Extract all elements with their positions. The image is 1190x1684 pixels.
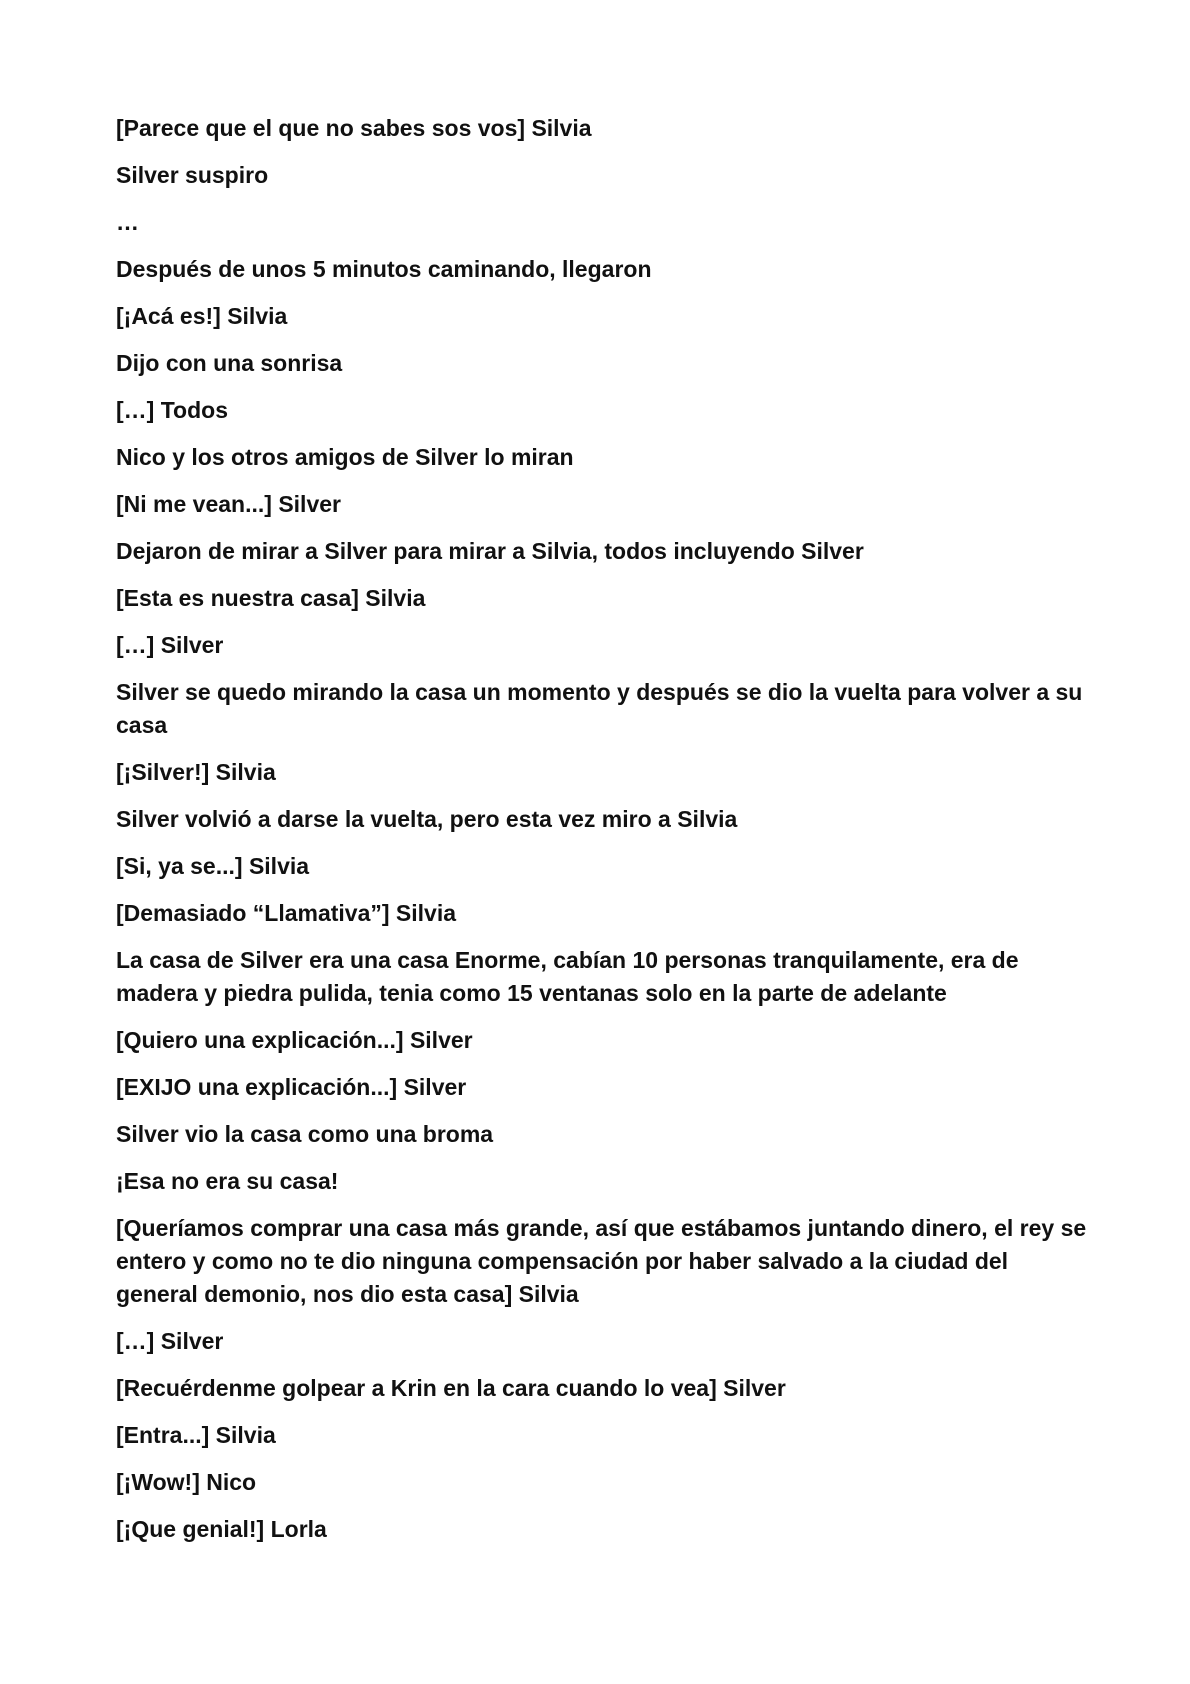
paragraph: [Entra...] Silvia	[116, 1422, 276, 1448]
paragraph: [¡Que genial!] Lorla	[116, 1516, 327, 1542]
paragraph: Silver vio la casa como una broma	[116, 1121, 494, 1147]
paragraph: Dejaron de mirar a Silver para mirar a Silvia, todos incluyendo Silver	[116, 538, 864, 564]
paragraph: [¡Wow!] Nico	[116, 1469, 257, 1495]
paragraph: Después de unos 5 minutos caminando, llegaron	[116, 256, 652, 282]
paragraph: Silver suspiro	[116, 162, 269, 188]
document-body	[116, 112, 1096, 1560]
paragraph: [Si, ya se...] Silvia	[116, 853, 310, 879]
paragraph: [Parece que el que no sabes sos vos] Silvia	[116, 115, 592, 141]
paragraph: [Esta es nuestra casa] Silvia	[116, 585, 426, 611]
paragraph: [Recuérdenme golpear a Krin en la cara cuando lo vea] Silver	[116, 1375, 786, 1401]
paragraph: [Ni me vean...] Silver	[116, 491, 341, 517]
paragraph: Nico y los otros amigos de Silver lo miran	[116, 444, 574, 470]
paragraph: [Quiero una explicación...] Silver	[116, 1027, 473, 1053]
paragraph: Silver volvió a darse la vuelta, pero esta vez miro a Silvia	[116, 806, 738, 832]
paragraph: [¡Silver!] Silvia	[116, 759, 276, 785]
paragraph: […] Silver	[116, 632, 224, 658]
paragraph: La casa de Silver era una casa Enorme, cabían 10 personas tranquilamente, era de madera y piedra pulida, tenia como 15 ventanas solo en la parte de adelante	[116, 947, 1019, 1006]
paragraph: [Demasiado “Llamativa”] Silvia	[116, 900, 457, 926]
paragraph: [EXIJO una explicación...] Silver	[116, 1074, 467, 1100]
paragraph: Dijo con una sonrisa	[116, 350, 343, 376]
paragraph: [Queríamos comprar una casa más grande, así que estábamos juntando dinero, el rey se entero y como no te dio ninguna compensación por haber salvado a la ciudad del general demonio, nos dio esta casa] Silvia	[116, 1215, 1087, 1307]
paragraph: […] Silver	[116, 1328, 224, 1354]
paragraph: ¡Esa no era su casa!	[116, 1168, 339, 1194]
paragraph: [¡Acá es!] Silvia	[116, 303, 288, 329]
paragraph: […] Todos	[116, 397, 228, 423]
paragraph: Silver se quedo mirando la casa un momento y después se dio la vuelta para volver a su casa	[116, 679, 1083, 738]
paragraph: …	[116, 209, 139, 235]
